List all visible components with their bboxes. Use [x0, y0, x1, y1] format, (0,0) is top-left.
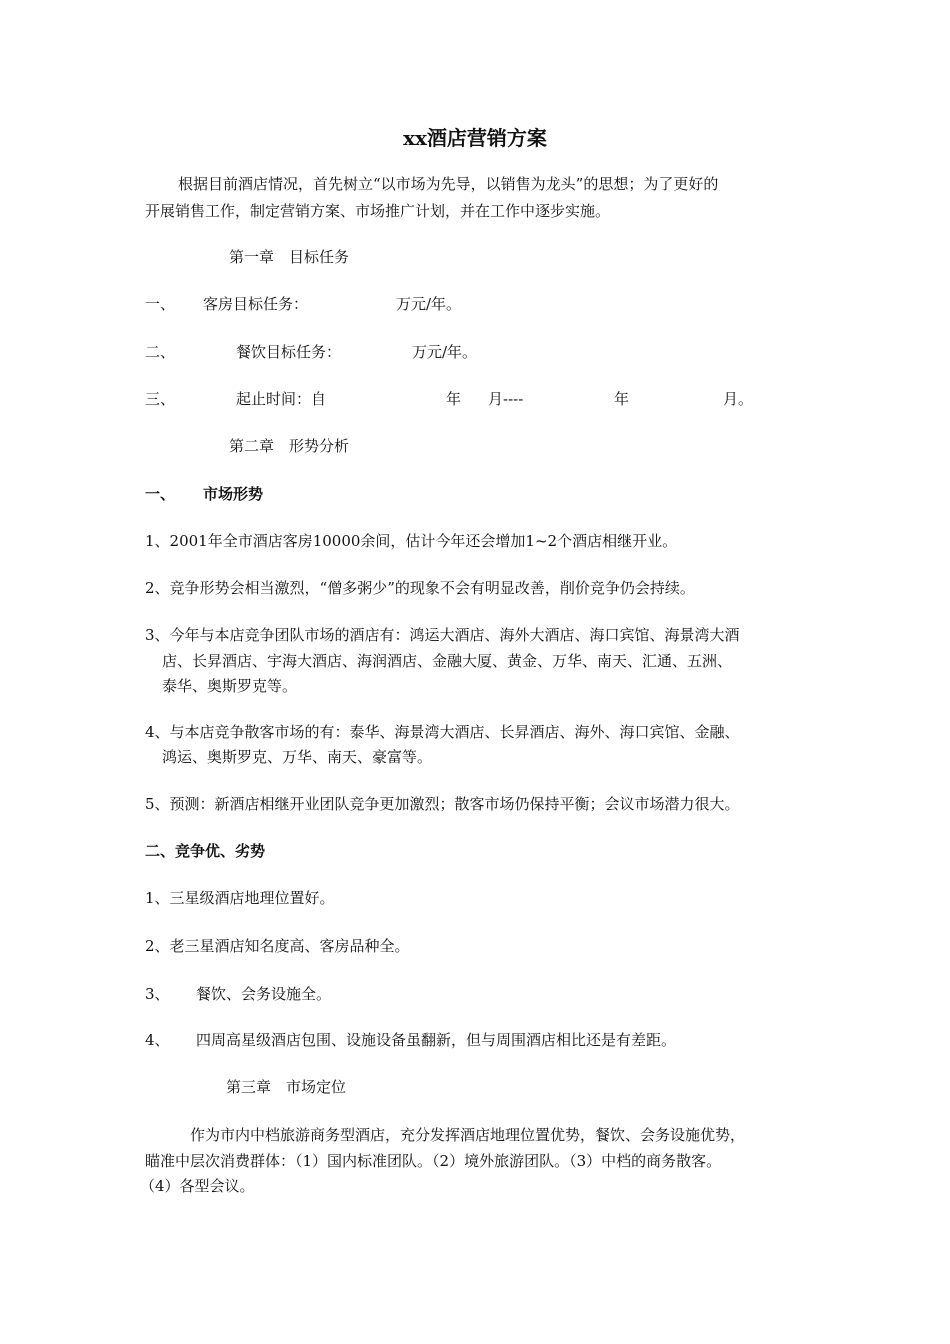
document-title: xx酒店营销方案	[403, 126, 547, 150]
target-item-3-number: 三、	[145, 390, 176, 408]
section-2-heading: 二、竞争优、劣势	[145, 842, 266, 860]
section-1-heading: 市场形势	[203, 485, 264, 503]
target-item-1-unit: 万元/年。	[396, 295, 462, 313]
advantage-item-2: 2、老三星酒店知名度高、客房品种全。	[145, 937, 410, 955]
advantage-item-3-number: 3、	[145, 985, 170, 1003]
advantage-item-4-text: 四周高星级酒店包围、设施设备虽翻新，但与周围酒店相比还是有差距。	[196, 1031, 677, 1049]
section-1-number: 一、	[145, 485, 176, 503]
target-item-2-number: 二、	[145, 343, 176, 361]
market-paragraph-4-line-2: 鸿运、奥斯罗克、万华、南天、豪富等。	[162, 748, 433, 766]
advantage-item-1: 1、三星级酒店地理位置好。	[145, 889, 335, 907]
market-paragraph-3-line-3: 泰华、奥斯罗克等。	[162, 677, 298, 695]
market-paragraph-3-line-1: 3、今年与本店竞争团队市场的酒店有：鸿运大酒店、海外大酒店、海口宾馆、海景湾大酒	[145, 626, 740, 644]
positioning-line-3: （4）各型会议。	[140, 1177, 255, 1195]
chapter-3-heading: 第三章 市场定位	[226, 1078, 347, 1096]
market-paragraph-5: 5、预测：新酒店相继开业团队竞争更加激烈；散客市场仍保持平衡；会议市场潜力很大。	[145, 795, 740, 813]
market-paragraph-3-line-2: 店、长昇酒店、宇海大酒店、海润酒店、金融大厦、黄金、万华、南天、汇通、五洲、	[162, 652, 733, 670]
advantage-item-4-number: 4、	[145, 1031, 170, 1049]
chapter-2-heading: 第二章 形势分析	[229, 437, 350, 455]
target-item-3-label: 起止时间：自	[236, 390, 327, 408]
intro-line-2: 开展销售工作，制定营销方案、市场推广计划，并在工作中逐步实施。	[145, 202, 611, 220]
positioning-line-2: 瞄准中层次消费群体：（1）国内标准团队。（2）境外旅游团队。（3）中档的商务散客。	[145, 1152, 722, 1170]
chapter-1-heading: 第一章 目标任务	[229, 248, 350, 266]
target-item-1-number: 一、	[145, 295, 176, 313]
market-paragraph-2: 2、竞争形势会相当激烈，“僧多粥少”的现象不会有明显改善，削价竞争仍会持续。	[145, 579, 695, 597]
intro-line-1: 根据目前酒店情况，首先树立“以市场为先导，以销售为龙头”的思想；为了更好的	[178, 175, 719, 193]
end-year-label: 年	[614, 390, 630, 408]
advantage-item-3-text: 餐饮、会务设施全。	[196, 985, 332, 1003]
positioning-line-1: 作为市内中档旅游商务型酒店，充分发挥酒店地理位置优势，餐饮、会务设施优势，	[190, 1126, 746, 1144]
target-item-2-unit: 万元/年。	[412, 343, 478, 361]
end-month-label: 月。	[723, 390, 754, 408]
start-month-label: 月----	[488, 390, 524, 408]
start-year-label: 年	[446, 390, 462, 408]
market-paragraph-4-line-1: 4、与本店竞争散客市场的有：泰华、海景湾大酒店、长昇酒店、海外、海口宾馆、金融、	[145, 723, 740, 741]
target-item-1-label: 客房目标任务：	[203, 295, 309, 313]
market-paragraph-1: 1、2001年全市酒店客房10000余间，估计今年还会增加1~2个酒店相继开业。	[145, 532, 678, 550]
target-item-2-label: 餐饮目标任务：	[236, 343, 342, 361]
